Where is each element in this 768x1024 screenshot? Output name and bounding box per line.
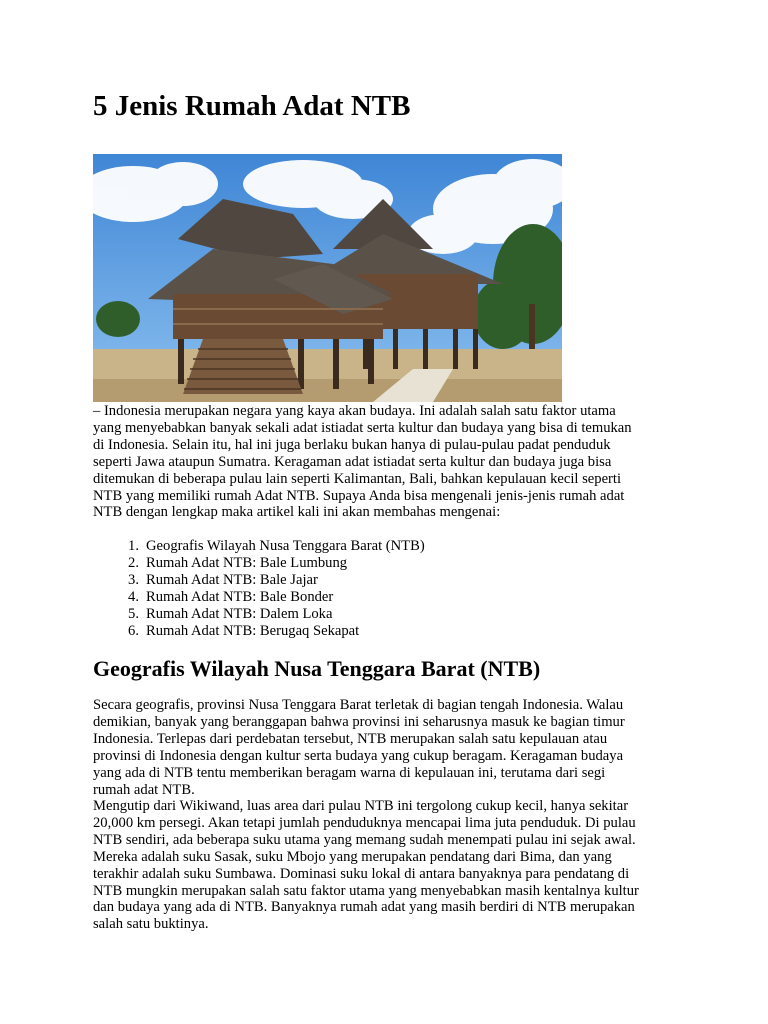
paragraph-line: yang ada di NTB tentu memberikan beragam warna di kepulauan ini, terutama dari segi — [93, 764, 606, 781]
intro-line: di Indonesia. Selain itu, hal ini juga berlaku bukan hanya di pulau-pulau padat penduduk — [93, 436, 611, 453]
list-item — [93, 589, 425, 606]
list-text: Rumah Adat NTB: Bale Jajar — [146, 571, 318, 588]
list-text: Rumah Adat NTB: Bale Bonder — [146, 588, 334, 605]
population-paragraph — [93, 798, 683, 933]
list-number: 4. — [128, 588, 139, 605]
intro-line: NTB dengan lengkap maka artikel kali ini akan membahas mengenai: — [93, 504, 501, 521]
list-item — [93, 623, 425, 640]
intro-line: yang menyebabkan banyak sekali adat istiadat serta kultur dan budaya yang bisa di temukan — [93, 419, 632, 436]
list-item — [93, 606, 425, 623]
list-text: Rumah Adat NTB: Berugaq Sekapat — [146, 622, 360, 639]
list-text: Rumah Adat NTB: Bale Lumbung — [146, 554, 348, 571]
list-text: Geografis Wilayah Nusa Tenggara Barat (NTB) — [146, 538, 425, 554]
list-number: 6. — [128, 622, 139, 639]
page-title: 5 Jenis Rumah Adat NTB — [93, 90, 411, 122]
paragraph-line: 20,000 km persegi. Akan tetapi jumlah penduduknya mencapai lima juta penduduk. Di pulau — [93, 814, 636, 831]
paragraph-line: salah satu buktinya. — [93, 916, 209, 933]
list-item — [93, 555, 425, 572]
section-heading: Geografis Wilayah Nusa Tenggara Barat (NTB) — [93, 656, 541, 681]
list-item — [93, 538, 425, 555]
paragraph-line: Indonesia. Terlepas dari perdebatan tersebut, NTB merupakan salah satu kepulauan atau — [93, 730, 608, 747]
paragraph-line: Mengutip dari Wikiwand, luas area dari pulau NTB ini tergolong cukup kecil, hanya sekitar — [93, 798, 629, 814]
geography-paragraph — [93, 697, 683, 798]
paragraph-line: NTB mungkin merupakan salah satu faktor utama yang menyebabkan masih kentalnya kultur — [93, 882, 639, 899]
paragraph-line: Mereka adalah suku Sasak, suku Mbojo yang merupakan pendatang dari Bima, dan yang — [93, 848, 612, 865]
rumah-adat-photo — [93, 154, 562, 402]
list-text: Rumah Adat NTB: Dalem Loka — [146, 605, 333, 622]
intro-line: – Indonesia merupakan negara yang kaya akan budaya. Ini adalah salah satu faktor utama — [93, 403, 616, 419]
paragraph-line: NTB sendiri, ada beberapa suku utama yang memang sudah menempati pulau ini sejak awal. — [93, 831, 636, 848]
paragraph-line: rumah adat NTB. — [93, 781, 195, 798]
intro-line: NTB yang memiliki rumah Adat NTB. Supaya Anda bisa mengenali jenis-jenis rumah adat — [93, 487, 625, 504]
paragraph-line: Secara geografis, provinsi Nusa Tenggara Barat terletak di bagian tengah Indonesia. Walau — [93, 697, 624, 713]
list-number: 2. — [128, 554, 139, 571]
intro-paragraph — [93, 403, 683, 521]
list-number: 3. — [128, 571, 139, 588]
list-number: 1. — [128, 538, 139, 554]
intro-line: seperti Jawa ataupun Sumatra. Keragaman adat istiadat serta kultur dan budaya juga bisa — [93, 453, 612, 470]
paragraph-line: dan budaya yang ada di NTB. Banyaknya rumah adat yang masih berdiri di NTB merupakan — [93, 899, 635, 916]
paragraph-line: terakhir adalah suku Sumbawa. Dominasi suku lokal di antara banyaknya para pendatang di — [93, 865, 630, 882]
intro-line: ditemukan di beberapa pulau lain seperti Kalimantan, Bali, bahkan kepulauan kecil seperti — [93, 470, 622, 487]
table-of-contents — [93, 538, 425, 639]
paragraph-line: provinsi di Indonesia dengan kultur serta budaya yang cukup beragam. Keragaman budaya — [93, 747, 624, 764]
list-item — [93, 572, 425, 589]
list-number: 5. — [128, 605, 139, 622]
paragraph-line: demikian, banyak yang beranggapan bahwa provinsi ini seharusnya masuk ke bagian timur — [93, 713, 625, 730]
